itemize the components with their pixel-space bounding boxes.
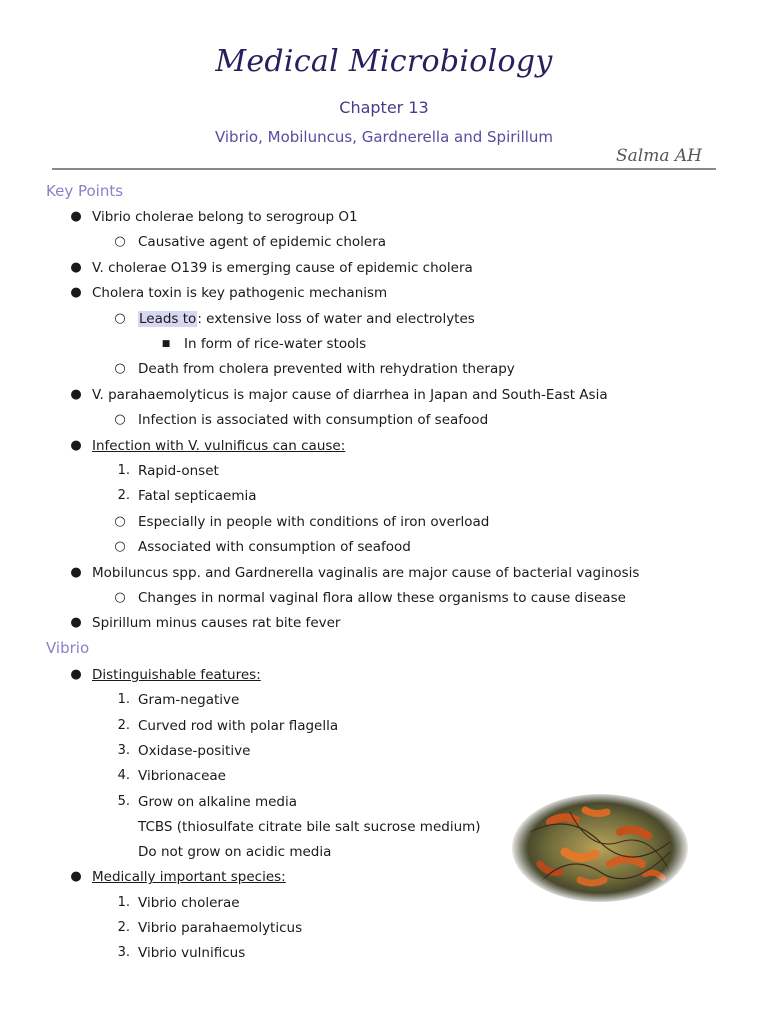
list-marker: ■: [161, 339, 171, 349]
section-heading-key-points: Key Points: [46, 182, 124, 200]
list-item-text: TCBS (thiosulfate citrate bile salt sucrose medium): [138, 818, 481, 835]
list-marker: ○: [114, 412, 126, 428]
list-item: [138, 512, 489, 532]
list-marker: ○: [114, 539, 126, 555]
list-item: [138, 690, 239, 710]
list-marker: 1.: [117, 692, 130, 708]
list-item-text: In form of rice-water stools: [184, 336, 367, 352]
list-marker: ○: [114, 590, 126, 605]
list-item: [138, 842, 331, 862]
list-item: [138, 792, 297, 812]
list-item: [138, 943, 245, 963]
highlighted-text: Leads to: [139, 310, 197, 327]
list-item: [92, 385, 608, 405]
list-marker: ●: [70, 259, 82, 275]
vibrio-bacteria-icon: [510, 792, 690, 904]
list-item: [92, 867, 286, 887]
list-item: [92, 283, 387, 303]
list-item: [138, 716, 338, 736]
list-item: [138, 486, 257, 506]
list-marker: ○: [114, 361, 126, 377]
list-marker: ●: [70, 667, 82, 682]
list-item-text: Changes in normal vaginal flora allow these organisms to cause disease: [138, 590, 626, 606]
list-item-text: V. cholerae O139 is emerging cause of epidemic cholera: [92, 259, 473, 276]
list-item: [138, 537, 411, 557]
list-item-text: Associated with consumption of seafood: [138, 539, 411, 556]
list-item-text: Distinguishable features:: [92, 667, 261, 683]
list-item-text: Fatal septicaemia: [138, 488, 257, 505]
list-item: [138, 359, 515, 379]
list-marker: 3.: [117, 742, 130, 758]
list-item-text: V. parahaemolyticus is major cause of diarrhea in Japan and South-East Asia: [92, 386, 608, 403]
list-marker: ●: [70, 285, 82, 301]
list-marker: 2.: [117, 920, 130, 935]
list-item-text: Cholera toxin is key pathogenic mechanism: [92, 285, 388, 302]
list-item: [138, 232, 386, 252]
list-item: [92, 665, 261, 685]
list-marker: ○: [114, 234, 126, 250]
list-marker: ●: [70, 869, 82, 885]
list-item: [92, 613, 340, 633]
list-item: [92, 258, 473, 278]
author-name: Salma AH: [616, 146, 702, 166]
list-item: [138, 766, 226, 786]
list-item-text: Vibrio cholerae belong to serogroup O1: [92, 209, 358, 225]
list-marker: 2.: [117, 488, 130, 504]
list-marker: 1.: [117, 894, 130, 910]
list-item-text: Spirillum minus causes rat bite fever: [92, 615, 341, 632]
list-item-text: Vibrio vulnificus: [138, 945, 246, 962]
list-marker: 1.: [117, 463, 130, 478]
chapter-subtitle: Vibrio, Mobiluncus, Gardnerella and Spirillum: [214, 128, 554, 146]
list-marker: 2.: [117, 717, 130, 733]
list-marker: 5.: [117, 793, 130, 809]
list-marker: 4.: [117, 768, 130, 784]
list-item-text: Infection with V. vulnificus can cause:: [92, 437, 346, 454]
list-item: [138, 893, 240, 913]
list-item-text: Gram-negative: [138, 692, 240, 709]
list-item: [92, 563, 639, 583]
list-item: [92, 436, 345, 456]
list-marker: ●: [70, 437, 82, 453]
list-marker: ●: [70, 615, 82, 631]
document-title: Medical Microbiology: [215, 44, 553, 79]
list-marker: ●: [70, 386, 82, 402]
list-item-text: Oxidase-positive: [138, 742, 251, 759]
list-item-text: Curved rod with polar flagella: [138, 717, 339, 734]
list-item-text: Do not grow on acidic media: [138, 844, 332, 861]
list-item-text: Death from cholera prevented with rehydration therapy: [138, 361, 515, 378]
list-item-text: Causative agent of epidemic cholera: [138, 234, 387, 251]
list-item: [184, 334, 366, 354]
list-item-text: Mobiluncus spp. and Gardnerella vaginalis are major cause of bacterial vaginosis: [92, 564, 640, 581]
list-item-text: Vibrio cholerae: [138, 894, 240, 911]
list-marker: ●: [70, 209, 82, 224]
list-marker: 3.: [117, 945, 130, 961]
list-item-text: Grow on alkaline media: [138, 793, 297, 810]
list-item: [138, 741, 250, 761]
list-item: [138, 309, 475, 329]
list-item-text: Vibrionaceae: [138, 768, 226, 785]
section-heading-vibrio: Vibrio: [46, 639, 90, 657]
list-item: [138, 918, 302, 938]
list-item-text: : extensive loss of water and electrolytes: [197, 310, 475, 327]
list-item-text: Especially in people with conditions of iron overload: [138, 513, 490, 530]
chapter-number: Chapter 13: [339, 98, 429, 117]
vibrio-bacteria-illustration: [510, 792, 690, 904]
list-marker: ○: [114, 310, 126, 326]
list-item-text: Vibrio parahaemolyticus: [138, 920, 303, 936]
list-item-text: Rapid-onset: [138, 463, 219, 479]
list-item: [138, 410, 488, 430]
header-divider: [52, 168, 716, 170]
list-item: [138, 817, 481, 837]
list-item-text: Infection is associated with consumption of seafood: [138, 412, 489, 429]
list-item: [138, 461, 219, 481]
list-item-text: Medically important species:: [92, 869, 286, 886]
list-marker: ○: [114, 513, 126, 529]
list-marker: ●: [70, 564, 82, 580]
list-item: [138, 588, 626, 608]
list-item: [92, 207, 358, 227]
